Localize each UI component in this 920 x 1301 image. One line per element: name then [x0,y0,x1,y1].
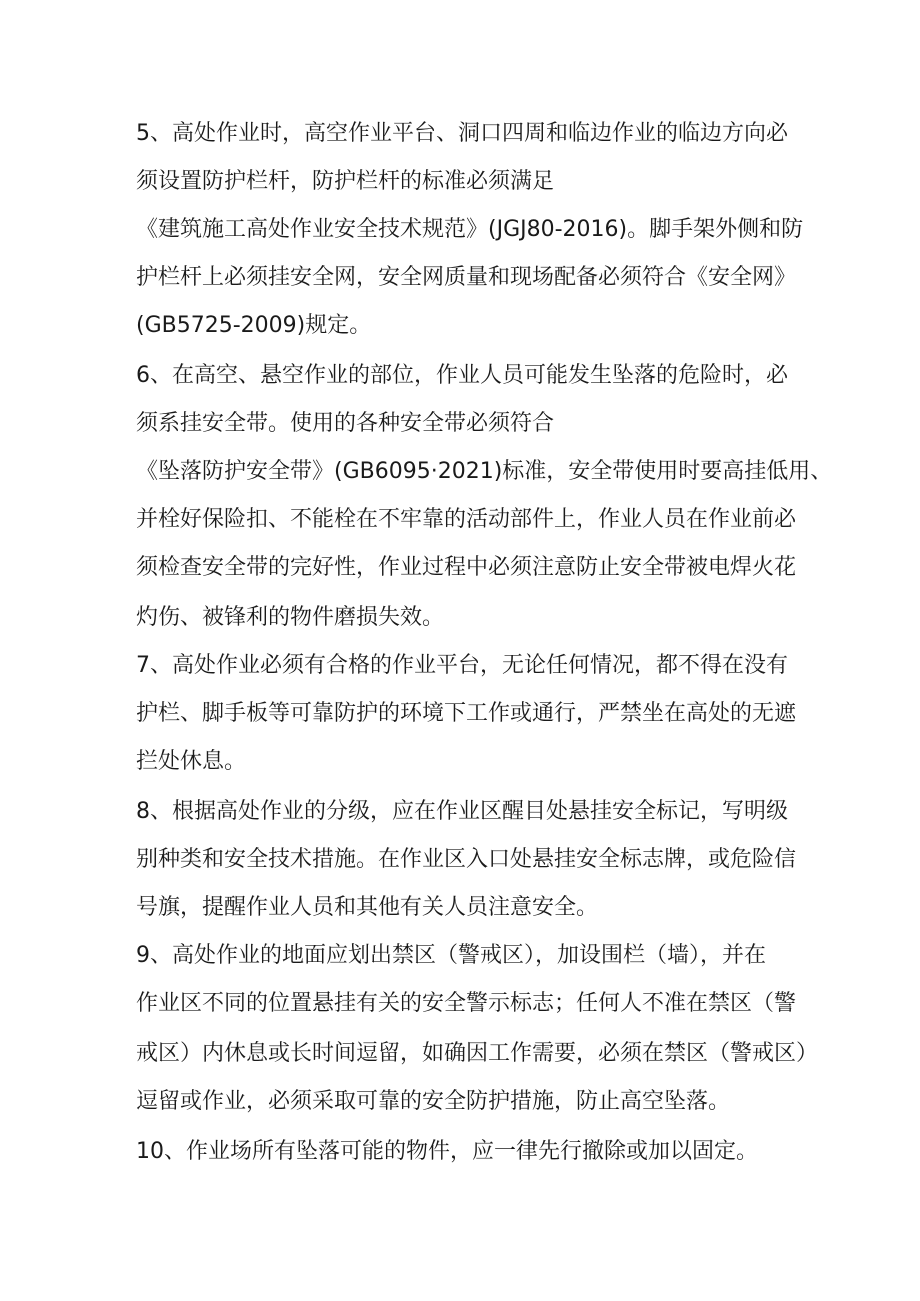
text-line: (GB5725-2009)规定。 [136,313,372,338]
text-line: 戒区）内休息或长时间逗留，如确因工作需要，必须在禁区（警戒区） [136,1041,819,1066]
text-line: 拦处休息。 [136,749,247,774]
text-line: 须检查安全带的完好性，作业过程中必须注意防止安全带被电焊火花 [136,555,797,580]
text-line: 10、作业场所有坠落可能的物件，应一律先行撤除或加以固定。 [136,1139,758,1164]
text-line: 逗留或作业，必须采取可靠的安全防护措施，防止高空坠落。 [136,1089,731,1114]
text-line: 7、高处作业必须有合格的作业平台，无论任何情况，都不得在没有 [136,653,788,678]
text-line: 作业区不同的位置悬挂有关的安全警示标志；任何人不准在禁区（警 [136,991,797,1016]
text-line: 并栓好保险扣、不能栓在不牢靠的活动部件上，作业人员在作业前必 [136,507,797,532]
text-line: 《建筑施工高处作业安全技术规范》(JGJ80-2016)。脚手架外侧和防 [136,217,804,242]
text-line: 9、高处作业的地面应划出禁区（警戒区），加设围栏（墙），并在 [136,943,766,968]
text-line: 别种类和安全技术措施。在作业区入口处悬挂安全标志牌，或危险信 [136,847,797,872]
text-line: 护栏杆上必须挂安全网，安全网质量和现场配备必须符合《安全网》 [136,265,797,290]
text-line: 号旗，提醒作业人员和其他有关人员注意安全。 [136,895,599,920]
text-line: 须系挂安全带。使用的各种安全带必须符合 [136,411,555,436]
text-line: 《坠落防护安全带》(GB6095·2021)标准，安全带使用时要高挂低用、 [136,459,833,484]
text-line: 须设置防护栏杆，防护栏杆的标准必须满足 [136,169,555,194]
text-line: 6、在高空、悬空作业的部位，作业人员可能发生坠落的危险时，必 [136,363,788,388]
text-line: 8、根据高处作业的分级，应在作业区醒目处悬挂安全标记，写明级 [136,799,788,824]
text-line: 5、高处作业时，高空作业平台、洞口四周和临边作业的临边方向必 [136,121,788,146]
text-line: 灼伤、被锋利的物件磨损失效。 [136,605,445,630]
text-line: 护栏、脚手板等可靠防护的环境下工作或通行，严禁坐在高处的无遮 [136,701,797,726]
